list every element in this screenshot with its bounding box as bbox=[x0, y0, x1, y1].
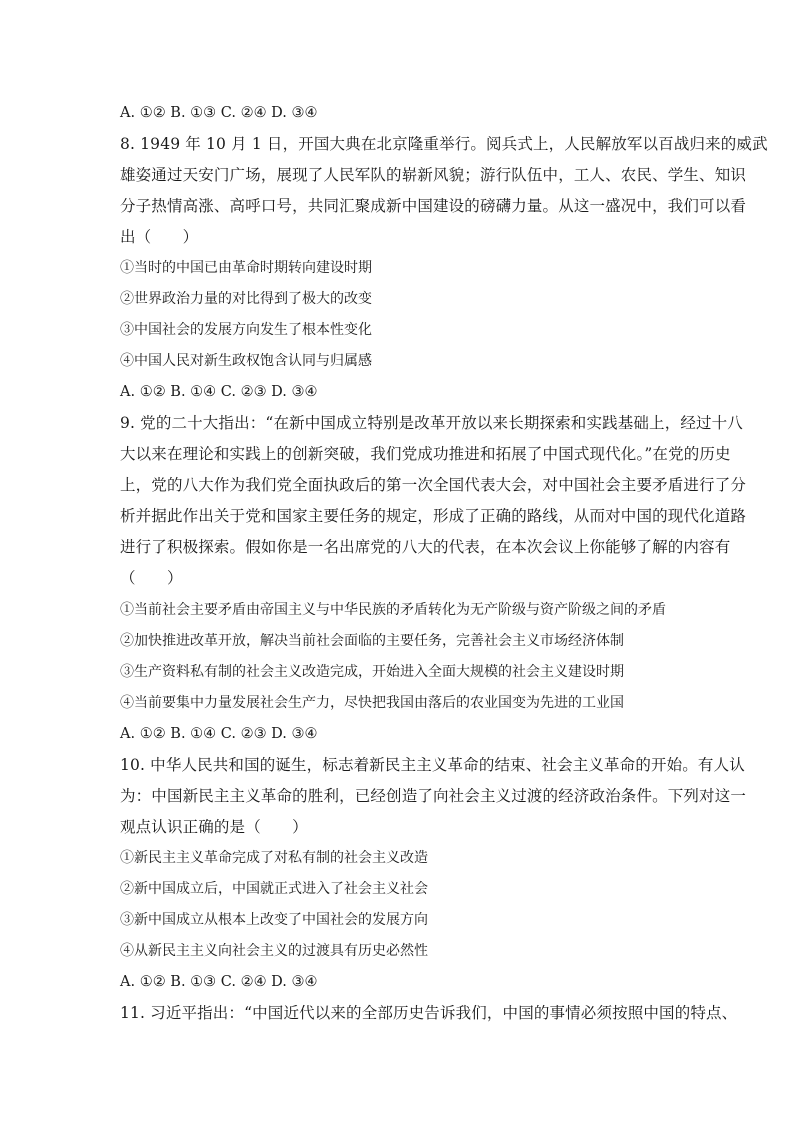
q9-stem-line-4: 析并据此作出关于党和国家主要任务的规定，形成了正确的路线，从而对中国的现代化道路 bbox=[120, 507, 747, 525]
q9-option-1: ①当前社会主要矛盾由帝国主义与中华民族的矛盾转化为无产阶级与资产阶级之间的矛盾 bbox=[120, 602, 666, 618]
q8-option-4: ④中国人民对新生政权饱含认同与归属感 bbox=[120, 353, 372, 369]
q9-option-4: ④当前要集中力量发展社会生产力，尽快把我国由落后的农业国变为先进的工业国 bbox=[120, 695, 624, 711]
q7-answer-choices: A. ①② B. ①③ C. ②④ D. ③④ bbox=[120, 105, 318, 121]
q9-option-2: ②加快推进改革开放，解决当前社会面临的主要任务，完善社会主义市场经济体制 bbox=[120, 633, 624, 649]
q9-option-3: ③生产资料私有制的社会主义改造完成，开始进入全面大规模的社会主义建设时期 bbox=[120, 664, 624, 680]
q10-option-2: ②新中国成立后，中国就正式进入了社会主义社会 bbox=[120, 881, 428, 897]
q10-answer-choices: A. ①② B. ①③ C. ②④ D. ③④ bbox=[120, 974, 318, 990]
q8-stem-line-1: 8. 1949 年 10 月 1 日，开国大典在北京隆重举行。阅兵式上，人民解放军以百战归来的威武 bbox=[120, 135, 768, 153]
q9-stem-line-1: 9. 党的二十大指出：“在新中国成立特别是改革开放以来长期探索和实践基础上，经过十八 bbox=[120, 414, 743, 432]
q8-stem-line-4: 出（ ） bbox=[120, 228, 199, 246]
q9-stem-line-6: （ ） bbox=[120, 569, 183, 587]
q10-option-3: ③新中国成立从根本上改变了中国社会的发展方向 bbox=[120, 912, 428, 928]
q9-stem-line-5: 进行了积极探索。假如你是一名出席党的八大的代表，在本次会议上你能够了解的内容有 bbox=[120, 538, 731, 556]
q8-stem-line-2: 雄姿通过天安门广场，展现了人民军队的崭新风貌；游行队伍中，工人、农民、学生、知识 bbox=[120, 166, 747, 184]
q9-stem-line-3: 上，党的八大作为我们党全面执政后的第一次全国代表大会，对中国社会主要矛盾进行了分 bbox=[120, 476, 747, 494]
q10-option-4: ④从新民主主义向社会主义的过渡具有历史必然性 bbox=[120, 943, 428, 959]
q10-stem-line-1: 10. 中华人民共和国的诞生，标志着新民主主义革命的结束、社会主义革命的开始。有人认 bbox=[120, 756, 745, 774]
q8-option-1: ①当时的中国已由革命时期转向建设时期 bbox=[120, 260, 372, 276]
q11-stem-line-1: 11. 习近平指出：“中国近代以来的全部历史告诉我们，中国的事情必须按照中国的特点、 bbox=[120, 1004, 738, 1022]
q10-option-1: ①新民主主义革命完成了对私有制的社会主义改造 bbox=[120, 850, 428, 866]
q10-stem-line-2: 为：中国新民主主义革命的胜利，已经创造了向社会主义过渡的经济政治条件。下列对这一 bbox=[120, 787, 747, 805]
q8-answer-choices: A. ①② B. ①④ C. ②③ D. ③④ bbox=[120, 384, 318, 400]
q10-stem-line-3: 观点认识正确的是（ ） bbox=[120, 818, 308, 836]
q8-option-3: ③中国社会的发展方向发生了根本性变化 bbox=[120, 322, 372, 338]
q8-stem-line-3: 分子热情高涨、高呼口号，共同汇聚成新中国建设的磅礴力量。从这一盛况中，我们可以看 bbox=[120, 197, 747, 215]
q9-answer-choices: A. ①② B. ①④ C. ②③ D. ③④ bbox=[120, 726, 318, 742]
q8-option-2: ②世界政治力量的对比得到了极大的改变 bbox=[120, 291, 372, 307]
q9-stem-line-2: 大以来在理论和实践上的创新突破，我们党成功推进和拓展了中国式现代化。”在党的历史 bbox=[120, 445, 731, 463]
